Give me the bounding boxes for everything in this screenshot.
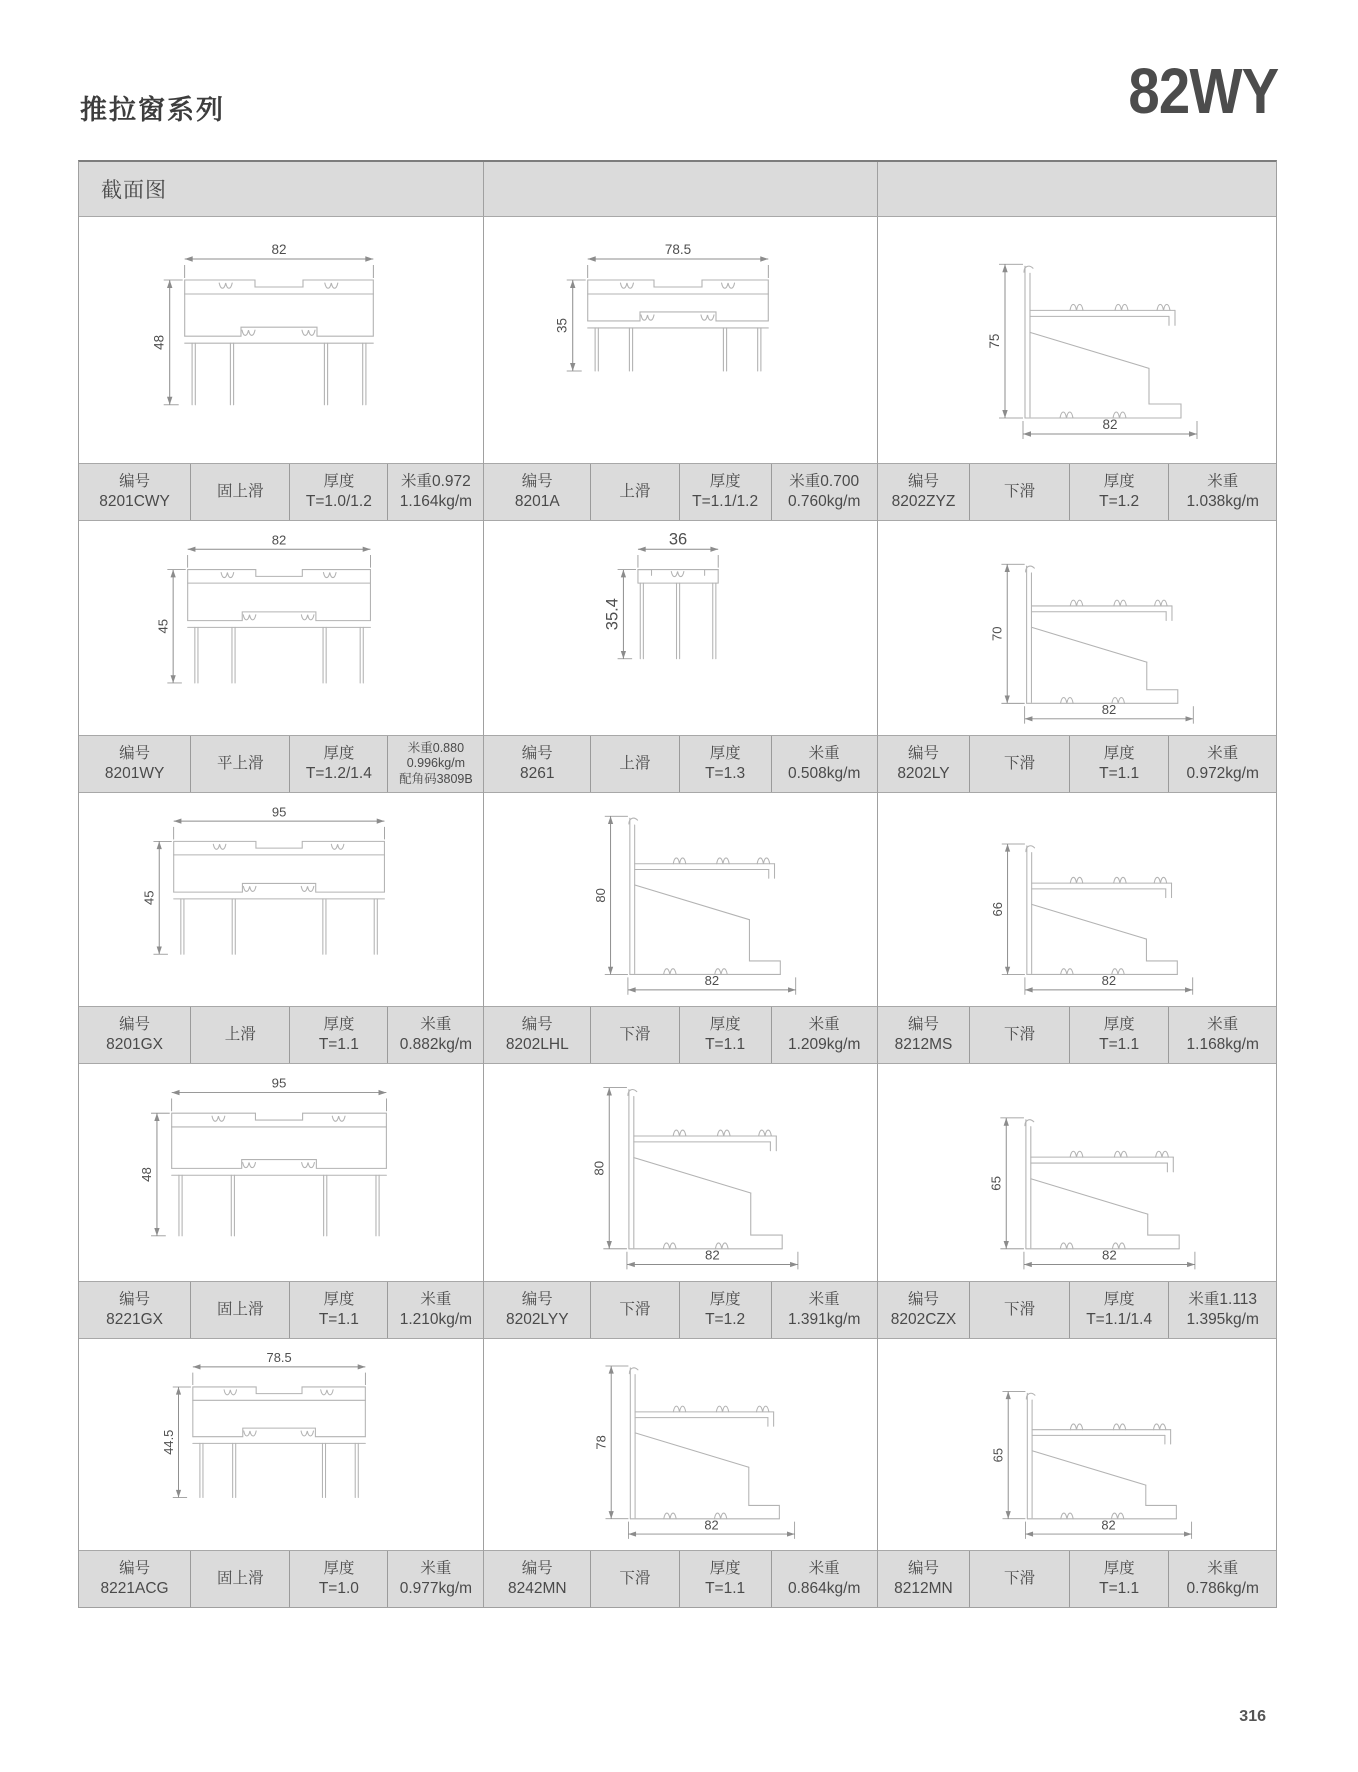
spec-weight-cell xyxy=(387,736,483,792)
thickness-label: 厚度 xyxy=(323,1559,355,1577)
spec-code-cell xyxy=(878,464,970,520)
profile-name: 固上滑 xyxy=(216,1300,264,1318)
spec-name-cell xyxy=(190,1551,289,1607)
weight-line: 米重 xyxy=(1207,1015,1239,1033)
profile-cell xyxy=(79,1064,483,1339)
code-label: 编号 xyxy=(907,472,939,490)
table-header-cell xyxy=(877,162,1276,216)
thickness-value: T=1.1 xyxy=(318,1036,359,1053)
profile-cross-section-drawing xyxy=(484,1339,876,1550)
table-row xyxy=(79,521,1276,793)
code-label: 编号 xyxy=(119,1559,151,1577)
profile-cell xyxy=(877,793,1276,1064)
thickness-label: 厚度 xyxy=(709,744,741,762)
profile-spec-row xyxy=(878,1550,1276,1607)
profile-cross-section-drawing xyxy=(878,1339,1276,1550)
profile-code: 8202LY xyxy=(897,765,950,782)
spec-thickness-cell xyxy=(679,464,771,520)
spec-code-cell xyxy=(878,1282,970,1338)
profile-spec-row xyxy=(878,1006,1276,1064)
svg-text:35: 35 xyxy=(555,317,571,334)
code-label: 编号 xyxy=(119,1290,151,1308)
spec-thickness-cell xyxy=(289,1282,387,1338)
section-header-label: 截面图 xyxy=(101,179,167,202)
profile-cell xyxy=(483,521,876,793)
profile-code: 8201GX xyxy=(106,1036,164,1053)
svg-text:35.4: 35.4 xyxy=(604,598,623,631)
weight-line: 米重 xyxy=(808,744,840,762)
profile-cross-section-drawing xyxy=(79,521,483,735)
svg-text:78: 78 xyxy=(593,1435,609,1450)
profile-spec-row xyxy=(484,463,876,521)
section-table xyxy=(78,160,1277,1608)
svg-text:75: 75 xyxy=(986,333,1002,349)
thickness-label: 厚度 xyxy=(323,472,355,490)
profile-name: 下滑 xyxy=(1004,482,1036,500)
profile-name: 上滑 xyxy=(224,1025,256,1043)
thickness-label: 厚度 xyxy=(1103,1015,1135,1033)
weight-line: 0.882kg/m xyxy=(399,1036,473,1053)
spec-name-cell xyxy=(969,464,1069,520)
profile-spec-row xyxy=(79,735,483,793)
spec-weight-cell xyxy=(771,1007,877,1063)
profile-spec-row xyxy=(79,463,483,521)
thickness-label: 厚度 xyxy=(1103,1290,1135,1308)
thickness-label: 厚度 xyxy=(323,744,355,762)
profile-cross-section-drawing xyxy=(878,793,1276,1006)
weight-line: 1.395kg/m xyxy=(1186,1311,1259,1328)
thickness-label: 厚度 xyxy=(1103,744,1135,762)
spec-name-cell xyxy=(190,464,289,520)
profile-code: 8201CWY xyxy=(99,493,170,510)
spec-weight-cell xyxy=(771,736,877,792)
spec-name-cell xyxy=(969,1007,1069,1063)
spec-code-cell xyxy=(484,1007,590,1063)
thickness-label: 厚度 xyxy=(709,1559,741,1577)
spec-thickness-cell xyxy=(1069,1551,1169,1607)
weight-line: 1.391kg/m xyxy=(787,1311,861,1328)
svg-text:82: 82 xyxy=(1101,1517,1116,1533)
code-label: 编号 xyxy=(521,1290,553,1308)
profile-code: 8201WY xyxy=(104,765,165,782)
thickness-value: T=1.1 xyxy=(1099,1036,1140,1053)
weight-line: 0.996kg/m xyxy=(406,756,466,771)
thickness-label: 厚度 xyxy=(323,1290,355,1308)
weight-line: 1.038kg/m xyxy=(1186,493,1259,510)
spec-code-cell xyxy=(79,1007,190,1063)
weight-line: 0.977kg/m xyxy=(399,1580,473,1597)
svg-text:70: 70 xyxy=(989,626,1005,642)
profile-cell xyxy=(79,1339,483,1607)
weight-line: 米重 xyxy=(808,1015,840,1033)
model-code: 82WY xyxy=(1128,55,1278,127)
weight-line: 米重 xyxy=(1207,472,1239,490)
svg-text:95: 95 xyxy=(271,1075,287,1091)
spec-code-cell xyxy=(484,736,590,792)
spec-code-cell xyxy=(484,464,590,520)
svg-text:45: 45 xyxy=(155,619,171,634)
svg-text:65: 65 xyxy=(988,1176,1004,1192)
profile-cell xyxy=(877,1339,1276,1607)
thickness-value: T=1.2/1.4 xyxy=(305,765,372,782)
weight-line: 米重0.972 xyxy=(401,472,471,490)
thickness-value: T=1.1 xyxy=(318,1311,359,1328)
table-row xyxy=(79,793,1276,1064)
profile-cell xyxy=(483,1339,876,1607)
spec-name-cell xyxy=(969,736,1069,792)
svg-text:36: 36 xyxy=(669,530,688,549)
thickness-value: T=1.0/1.2 xyxy=(305,493,372,510)
weight-line: 米重1.113 xyxy=(1188,1290,1258,1308)
spec-thickness-cell xyxy=(1069,1282,1169,1338)
spec-code-cell xyxy=(878,1551,970,1607)
spec-thickness-cell xyxy=(1069,736,1169,792)
profile-code: 8242MN xyxy=(507,1580,567,1597)
profile-code: 8202LHL xyxy=(505,1036,569,1053)
profile-cross-section-drawing xyxy=(878,1064,1276,1281)
svg-text:82: 82 xyxy=(271,242,287,257)
spec-thickness-cell xyxy=(289,1551,387,1607)
spec-code-cell xyxy=(484,1551,590,1607)
profile-cross-section-drawing xyxy=(79,1064,483,1281)
profile-name: 下滑 xyxy=(1004,1569,1036,1587)
profile-cross-section-drawing xyxy=(79,793,483,1006)
svg-text:48: 48 xyxy=(139,1167,155,1183)
spec-thickness-cell xyxy=(679,1551,771,1607)
weight-line: 0.864kg/m xyxy=(787,1580,861,1597)
profile-name: 下滑 xyxy=(619,1300,651,1318)
profile-spec-row xyxy=(878,1281,1276,1339)
profile-name: 下滑 xyxy=(1004,754,1036,772)
profile-code: 8221GX xyxy=(106,1311,164,1328)
profile-code: 8261 xyxy=(520,765,555,782)
profile-name: 固上滑 xyxy=(216,482,264,500)
profile-code: 8212MS xyxy=(894,1036,953,1053)
svg-text:80: 80 xyxy=(593,888,609,903)
spec-weight-cell xyxy=(387,464,483,520)
profile-spec-row xyxy=(79,1550,483,1607)
profile-spec-row xyxy=(484,735,876,793)
spec-code-cell xyxy=(878,736,970,792)
profile-cross-section-drawing xyxy=(484,521,876,735)
profile-code: 8201A xyxy=(514,493,560,510)
spec-thickness-cell xyxy=(679,736,771,792)
spec-thickness-cell xyxy=(289,1007,387,1063)
profile-spec-row xyxy=(484,1006,876,1064)
weight-line: 1.210kg/m xyxy=(399,1311,473,1328)
thickness-value: T=1.2 xyxy=(705,1311,746,1328)
profile-name: 上滑 xyxy=(619,482,651,500)
svg-text:82: 82 xyxy=(1101,973,1116,989)
profile-cell xyxy=(877,521,1276,793)
weight-line: 0.972kg/m xyxy=(1186,765,1259,782)
series-title: 推拉窗系列 xyxy=(80,95,225,125)
code-label: 编号 xyxy=(119,472,151,490)
svg-text:82: 82 xyxy=(1101,702,1117,718)
svg-text:65: 65 xyxy=(990,1448,1006,1463)
profile-cross-section-drawing xyxy=(878,217,1276,463)
table-row xyxy=(79,1064,1276,1339)
thickness-value: T=1.1/1.2 xyxy=(692,493,759,510)
svg-text:82: 82 xyxy=(1102,417,1118,432)
weight-line: 0.508kg/m xyxy=(787,765,861,782)
profile-cell xyxy=(483,1064,876,1339)
code-label: 编号 xyxy=(521,744,553,762)
code-label: 编号 xyxy=(907,744,939,762)
svg-text:78.5: 78.5 xyxy=(266,1350,292,1366)
thickness-label: 厚度 xyxy=(709,1015,741,1033)
weight-line: 1.168kg/m xyxy=(1186,1036,1259,1053)
thickness-label: 厚度 xyxy=(1103,472,1135,490)
weight-line: 配角码3809B xyxy=(399,771,473,786)
profile-name: 下滑 xyxy=(619,1569,651,1587)
spec-weight-cell xyxy=(1168,1282,1276,1338)
table-row xyxy=(79,1339,1276,1607)
weight-line: 米重0.700 xyxy=(789,472,860,490)
svg-text:66: 66 xyxy=(989,902,1005,917)
thickness-value: T=1.1 xyxy=(705,1580,746,1597)
thickness-value: T=1.1 xyxy=(1099,1580,1140,1597)
svg-text:78.5: 78.5 xyxy=(665,242,692,257)
profile-name: 上滑 xyxy=(619,754,651,772)
profile-name: 下滑 xyxy=(619,1025,651,1043)
code-label: 编号 xyxy=(119,744,151,762)
page-header xyxy=(80,55,1278,127)
spec-thickness-cell xyxy=(679,1282,771,1338)
spec-thickness-cell xyxy=(1069,464,1169,520)
weight-line: 0.786kg/m xyxy=(1186,1580,1259,1597)
code-label: 编号 xyxy=(907,1290,939,1308)
weight-line: 米重 xyxy=(420,1015,452,1033)
svg-text:82: 82 xyxy=(705,973,720,989)
profile-code: 8202LYY xyxy=(505,1311,569,1328)
spec-code-cell xyxy=(79,1282,190,1338)
profile-cross-section-drawing xyxy=(484,1064,876,1281)
profile-cell xyxy=(79,217,483,521)
spec-name-cell xyxy=(190,1282,289,1338)
weight-line: 1.164kg/m xyxy=(399,493,473,510)
spec-weight-cell xyxy=(771,1282,877,1338)
svg-text:82: 82 xyxy=(704,1517,720,1533)
thickness-value: T=1.1 xyxy=(1099,765,1140,782)
weight-line: 米重 xyxy=(1207,744,1239,762)
spec-code-cell xyxy=(484,1282,590,1338)
thickness-label: 厚度 xyxy=(1103,1559,1135,1577)
spec-name-cell xyxy=(590,1282,678,1338)
table-row xyxy=(79,217,1276,521)
spec-weight-cell xyxy=(1168,464,1276,520)
spec-weight-cell xyxy=(1168,736,1276,792)
weight-line: 米重 xyxy=(420,1290,452,1308)
profile-cell xyxy=(483,217,876,521)
profile-spec-row xyxy=(79,1006,483,1064)
profile-spec-row xyxy=(484,1281,876,1339)
profile-cell xyxy=(79,793,483,1064)
thickness-value: T=1.1/1.4 xyxy=(1086,1311,1153,1328)
profile-cross-section-drawing xyxy=(79,1339,483,1550)
profile-code: 8212MN xyxy=(894,1580,953,1597)
profile-name: 固上滑 xyxy=(216,1569,264,1587)
spec-weight-cell xyxy=(771,464,877,520)
svg-text:82: 82 xyxy=(271,532,287,548)
table-header-row xyxy=(79,162,1276,217)
spec-name-cell xyxy=(969,1551,1069,1607)
spec-name-cell xyxy=(590,736,678,792)
spec-name-cell xyxy=(590,1007,678,1063)
profile-spec-row xyxy=(878,463,1276,521)
spec-thickness-cell xyxy=(1069,1007,1169,1063)
thickness-value: T=1.0 xyxy=(318,1580,359,1597)
thickness-label: 厚度 xyxy=(709,1290,741,1308)
weight-line: 米重 xyxy=(1207,1559,1239,1577)
code-label: 编号 xyxy=(907,1015,939,1033)
profile-cell xyxy=(877,1064,1276,1339)
svg-text:95: 95 xyxy=(271,804,287,820)
code-label: 编号 xyxy=(521,472,553,490)
svg-text:44.5: 44.5 xyxy=(160,1429,176,1455)
spec-name-cell xyxy=(590,1551,678,1607)
spec-thickness-cell xyxy=(679,1007,771,1063)
profile-name: 下滑 xyxy=(1004,1025,1036,1043)
thickness-value: T=1.2 xyxy=(1099,493,1140,510)
table-header-cell xyxy=(79,162,483,216)
spec-name-cell xyxy=(190,736,289,792)
spec-code-cell xyxy=(79,1551,190,1607)
thickness-value: T=1.1 xyxy=(705,1036,746,1053)
profile-code: 8202ZYZ xyxy=(891,493,956,510)
profile-cross-section-drawing xyxy=(484,217,876,463)
profile-cell xyxy=(79,521,483,793)
profile-spec-row xyxy=(79,1281,483,1339)
weight-line: 米重 xyxy=(808,1559,840,1577)
weight-line: 米重 xyxy=(420,1559,452,1577)
profile-code: 8202CZX xyxy=(890,1311,957,1328)
spec-thickness-cell xyxy=(289,736,387,792)
profile-spec-row xyxy=(878,735,1276,793)
weight-line: 米重 xyxy=(808,1290,840,1308)
profile-code: 8221ACG xyxy=(100,1580,169,1597)
code-label: 编号 xyxy=(907,1559,939,1577)
spec-weight-cell xyxy=(1168,1007,1276,1063)
profile-name: 下滑 xyxy=(1004,1300,1036,1318)
weight-line: 米重0.880 xyxy=(407,740,465,755)
svg-text:80: 80 xyxy=(591,1161,607,1176)
spec-weight-cell xyxy=(387,1007,483,1063)
spec-code-cell xyxy=(878,1007,970,1063)
page-number: 316 xyxy=(1239,1708,1266,1725)
profile-cross-section-drawing xyxy=(484,793,876,1006)
code-label: 编号 xyxy=(119,1015,151,1033)
spec-name-cell xyxy=(969,1282,1069,1338)
spec-name-cell xyxy=(590,464,678,520)
weight-line: 0.760kg/m xyxy=(787,493,861,510)
spec-weight-cell xyxy=(387,1282,483,1338)
spec-code-cell xyxy=(79,464,190,520)
thickness-value: T=1.3 xyxy=(705,765,746,782)
profile-cross-section-drawing xyxy=(79,217,483,463)
spec-weight-cell xyxy=(387,1551,483,1607)
spec-weight-cell xyxy=(1168,1551,1276,1607)
code-label: 编号 xyxy=(521,1559,553,1577)
profile-spec-row xyxy=(484,1550,876,1607)
profile-cross-section-drawing xyxy=(878,521,1276,735)
code-label: 编号 xyxy=(521,1015,553,1033)
spec-thickness-cell xyxy=(289,464,387,520)
spec-weight-cell xyxy=(771,1551,877,1607)
profile-cell xyxy=(483,793,876,1064)
svg-text:82: 82 xyxy=(1101,1247,1117,1263)
thickness-label: 厚度 xyxy=(323,1015,355,1033)
svg-text:45: 45 xyxy=(141,890,157,906)
svg-text:48: 48 xyxy=(151,334,167,350)
thickness-label: 厚度 xyxy=(709,472,741,490)
profile-cell xyxy=(877,217,1276,521)
weight-line: 1.209kg/m xyxy=(787,1036,861,1053)
svg-text:82: 82 xyxy=(705,1247,721,1263)
spec-name-cell xyxy=(190,1007,289,1063)
spec-code-cell xyxy=(79,736,190,792)
profile-name: 平上滑 xyxy=(216,754,264,772)
table-header-cell xyxy=(483,162,876,216)
